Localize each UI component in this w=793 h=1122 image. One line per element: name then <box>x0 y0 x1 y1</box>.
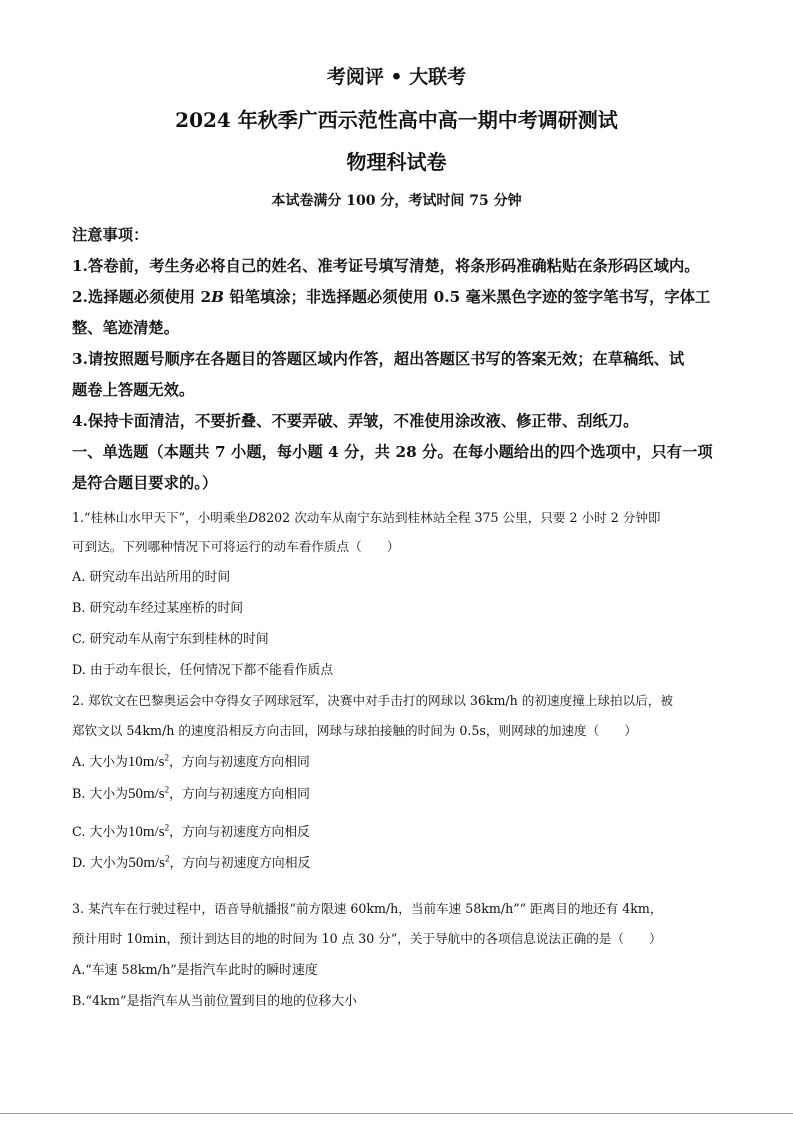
q2-option-d <box>72 852 733 872</box>
q1-stem-part-c: 8202 次动车从南宁东站到桂林站全程 375 公里，只要 2 小时 2 分钟即 <box>258 510 661 525</box>
q1-option-c: C. 研究动车从南宁东到桂林的时间 <box>72 632 269 647</box>
notice-item-2-part-c: 铅笔填涂；非选择题必须使用 0.5 毫米黑色字迹的签字笔书写，字体工 <box>224 288 711 306</box>
q2-option-c-direction: ，方向与初速度方向相反 <box>169 825 310 840</box>
section1-heading: 一、单选题（本题共 7 小题，每小题 4 分，共 28 分。在每小题给出的四个选项中，只有一项 <box>72 443 713 461</box>
q1-stem <box>72 507 733 526</box>
q3-stem-cont: 预计用时 10min，预计到达目的地的时间为 10 点 30 分”，关于导航中的各项信息说法正确的是（ ） <box>72 931 662 946</box>
q2-option-c <box>72 821 733 841</box>
exam-series-title: 考阅评 • 大联考 <box>326 66 467 88</box>
q1-stem-cont: 可到达。下列哪种情况下可将运行的动车看作质点（ ） <box>72 539 400 554</box>
q2-option-b-sup: 2 <box>164 784 170 795</box>
q2-stem-cont: 郑钦文以 54km/h 的速度沿相反方向击回，网球与球拍接触的时间为 0.5s，则网球的加速度（ ） <box>72 723 638 738</box>
q2-option-d-value: 50m/s <box>128 855 166 871</box>
q2-option-a-sup: 2 <box>164 752 169 763</box>
q2-option-a-label: A. 大小为 <box>72 755 128 770</box>
q2-option-a <box>72 751 733 771</box>
q3-option-a: A.“车速 58km/h”是指汽车此时的瞬时速度 <box>72 963 318 978</box>
notice-item-2-part-a: 2.选择题必须使用 2 <box>72 288 212 306</box>
q1-option-d: D. 由于动车很长，任何情况下都不能看作质点 <box>72 663 334 678</box>
q2-option-c-label: C. 大小为 <box>72 825 128 840</box>
q1-option-b: B. 研究动车经过某座桥的时间 <box>72 601 244 616</box>
q2-stem: 2. 郑钦文在巴黎奥运会中夺得女子网球冠军，决赛中对手击打的网球以 36km/h 的初速度撞上球拍以后，被 <box>72 693 673 708</box>
q2-option-b-value: 50m/s <box>127 786 165 802</box>
q2-option-c-sup: 2 <box>164 822 170 833</box>
q2-option-a-direction: ，方向与初速度方向相同 <box>168 755 310 770</box>
exam-info: 本试卷满分 100 分，考试时间 75 分钟 <box>271 193 522 209</box>
notice-item-2-cont: 整、笔迹清楚。 <box>72 319 180 337</box>
notice-heading: 注意事项： <box>72 226 149 244</box>
pencil-grade-letter: B <box>211 288 225 306</box>
notice-item-3-cont: 题卷上答题无效。 <box>72 381 195 399</box>
section1-heading-cont: 是符合题目要求的。） <box>72 474 218 492</box>
q3-stem: 3. 某汽车在行驶过程中，语音导航播报“前方限速 60km/h，当前车速 58km/h”“ 距离目的地还有 4km， <box>72 901 663 916</box>
train-letter: D <box>248 510 259 525</box>
q2-option-b <box>72 783 733 803</box>
q2-option-c-value: 10m/s <box>127 824 165 840</box>
notice-item-1: 1.答卷前，考生务必将自己的姓名、准考证号填写清楚，将条形码准确粘贴在条形码区域内。 <box>72 257 700 275</box>
q2-option-a-value: 10m/s <box>127 754 165 770</box>
q2-option-d-sup: 2 <box>165 853 170 864</box>
page-bottom-rule <box>0 1113 793 1114</box>
q1-stem-part-a: 1.“桂林山水甲天下”，小明乘坐 <box>72 510 249 525</box>
exam-title: 2024 年秋季广西示范性高中高一期中考调研测试 <box>175 108 618 132</box>
notice-item-3: 3.请按照题号顺序在各题目的答题区域内作答，超出答题区书写的答案无效；在草稿纸、试 <box>72 350 685 368</box>
subject-title: 物理科试卷 <box>346 150 447 174</box>
q2-option-b-label: B. 大小为 <box>72 787 128 802</box>
q1-option-a: A. 研究动车出站所用的时间 <box>72 570 231 585</box>
q2-option-d-direction: ，方向与初速度方向相反 <box>169 856 311 871</box>
q2-option-b-direction: ，方向与初速度方向相同 <box>169 787 310 802</box>
q2-option-d-label: D. 大小为 <box>72 856 129 871</box>
notice-item-2 <box>72 286 733 307</box>
q3-option-b: B.“4km”是指汽车从当前位置到目的地的位移大小 <box>72 994 357 1009</box>
notice-item-4: 4.保持卡面清洁，不要折叠、不要弄破、弄皱，不准使用涂改液、修正带、刮纸刀。 <box>72 412 639 430</box>
